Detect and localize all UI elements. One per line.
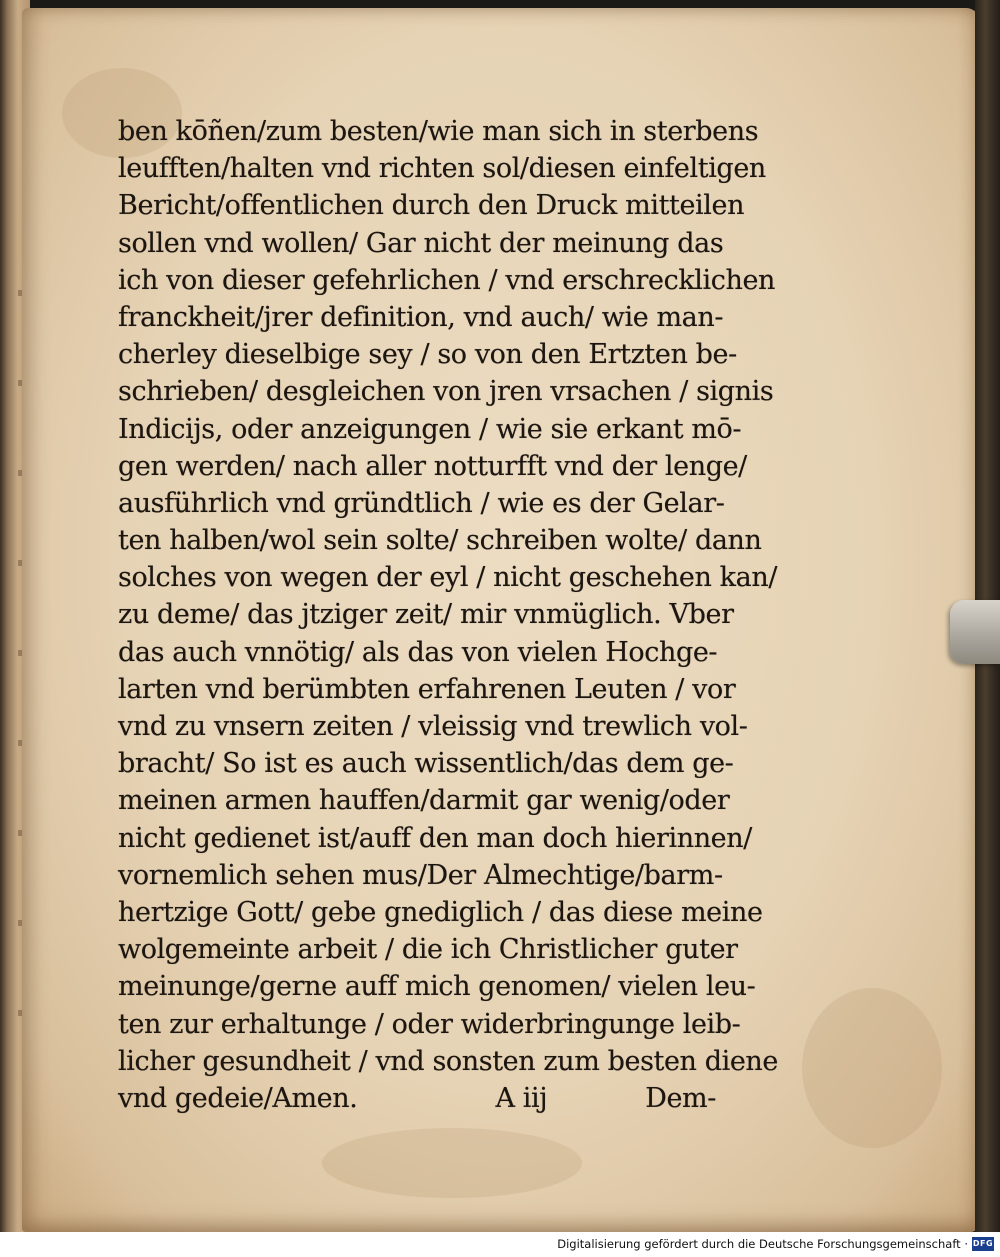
text-line: ten halben/wol sein solte/ schreiben wolte/ dann [118, 525, 762, 557]
catchword: Dem- [645, 1082, 716, 1114]
text-line: das auch vnnötig/ als das von vielen Hochge- [118, 636, 718, 668]
text-line: bracht/ So ist es auch wissentlich/das dem ge- [118, 748, 734, 780]
digitization-footer [0, 1232, 1000, 1257]
text-line: schrieben/ desgleichen von jren vrsachen / signis [118, 376, 774, 408]
text-line: Indicijs, oder anzeigungen / wie sie erkant mō- [118, 413, 742, 445]
text-line: wolgemeinte arbeit / die ich Christlicher guter [118, 934, 738, 966]
text-line: sollen vnd wollen/ Gar nicht der meinung das [118, 227, 724, 259]
dfg-logo: DFG [972, 1237, 994, 1251]
signature-mark: A iij [495, 1082, 548, 1114]
text-line: Bericht/offentlichen durch den Druck mitteilen [118, 190, 745, 222]
text-line: meinen armen hauffen/darmit gar wenig/oder [118, 785, 730, 817]
text-line: solches von wegen der eyl / nicht geschehen kan/ [118, 562, 778, 594]
closing-text: vnd gedeie/Amen. [118, 1082, 358, 1114]
text-line: nicht gedienet ist/auff den man doch hierinnen/ [118, 822, 752, 854]
text-line: cherley dieselbige sey / so von den Ertzten be- [118, 339, 737, 371]
text-line: ten zur erhaltunge / oder widerbringunge leib- [118, 1008, 741, 1040]
last-text-line [118, 1080, 716, 1117]
funding-credit: Digitalisierung gefördert durch die Deutsche Forschungsgemeinschaft · [557, 1237, 968, 1251]
text-line: meinunge/gerne auff mich genomen/ vielen leu- [118, 971, 756, 1003]
text-line: ausführlich vnd gründtlich / wie es der Gelar- [118, 487, 725, 519]
text-line: licher gesundheit / vnd sonsten zum besten diene [118, 1045, 778, 1077]
text-line: vnd zu vnsern zeiten / vleissig vnd trewlich vol- [118, 711, 748, 742]
text-line: zu deme/ das jtziger zeit/ mir vnmüglich. Vber [118, 599, 734, 631]
text-line: vornemlich sehen mus/Der Almechtige/barm- [118, 859, 723, 891]
text-line: ben kōñen/zum besten/wie man sich in sterbens [118, 116, 759, 147]
page-text [118, 113, 778, 1117]
text-line: ich von dieser gefehrlichen / vnd erschrecklichen [118, 264, 776, 296]
text-line: hertzige Gott/ gebe gnediglich / das diese meine [118, 896, 763, 928]
text-line: larten vnd berümbten erfahrenen Leuten / vor [118, 673, 736, 705]
text-line: leufften/halten vnd richten sol/diesen einfeltigen [118, 153, 766, 185]
page-clip [950, 600, 1000, 664]
text-line: franckheit/jrer definition, vnd auch/ wie man- [118, 301, 724, 333]
text-line: gen werden/ nach aller notturfft vnd der lenge/ [118, 450, 747, 482]
